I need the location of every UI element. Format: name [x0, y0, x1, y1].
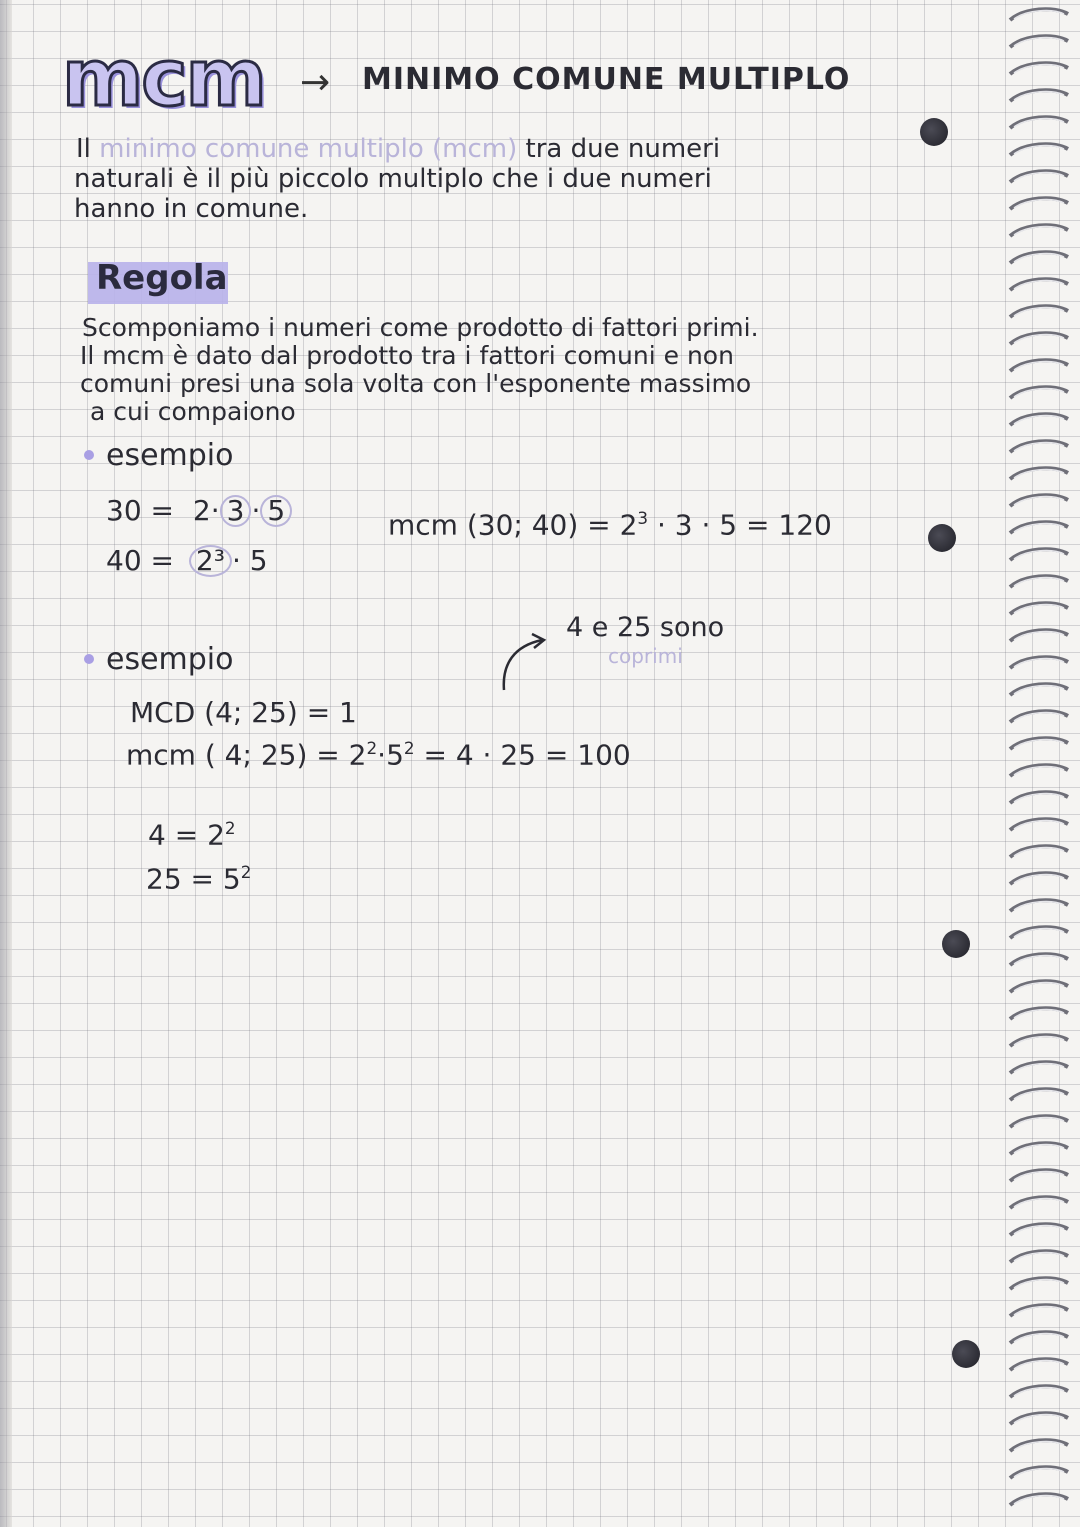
power-base: 2 — [619, 508, 638, 542]
factor: 5 — [249, 544, 268, 577]
mcm-lhs: mcm ( 4; 25) = — [126, 738, 340, 772]
dot: · — [377, 738, 387, 772]
factor-line-25 — [146, 862, 251, 895]
power-base: 2 — [348, 738, 367, 772]
mcd-line: MCD (4; 25) = 1 — [130, 696, 357, 729]
example-label: esempio — [106, 438, 234, 473]
power-exponent: 2 — [224, 818, 236, 838]
curved-arrow-icon — [494, 628, 554, 694]
definition-line-3: hanno in comune. — [74, 194, 309, 224]
definition-end: tra due numeri — [525, 134, 721, 164]
rule-line-4: a cui compaiono — [90, 397, 296, 426]
bullet-icon — [84, 654, 94, 664]
circled-factor: 3 — [220, 495, 252, 527]
definition-faint: minimo comune multiplo (mcm) — [99, 134, 518, 164]
mcm-result-2 — [126, 738, 631, 771]
power-exponent: 2 — [403, 738, 415, 758]
rule-heading: Regola — [96, 258, 228, 298]
factor-line-4 — [148, 818, 236, 851]
punch-hole — [928, 524, 956, 552]
coprime-note-faint: coprimi — [608, 644, 683, 668]
power-base: 2 — [207, 818, 225, 852]
power-exponent: 2 — [240, 862, 252, 882]
definition-start: Il — [76, 134, 91, 164]
factor: 2 — [192, 494, 211, 527]
mcm-result-1 — [388, 508, 832, 541]
arrow-icon: → — [300, 62, 331, 103]
factorization-30: 30 = 2· 3 · 5 — [106, 494, 292, 527]
mcm-rhs: = 4 · 25 = 100 — [423, 738, 631, 772]
power-base: 5 — [386, 738, 404, 772]
example-label: esempio — [106, 642, 234, 677]
factorization-lhs: 40 = — [106, 544, 174, 577]
title-abbreviation: mcm — [62, 34, 265, 124]
factorization-lhs: 4 = — [148, 818, 199, 852]
circled-factor: 2³ — [189, 545, 232, 577]
page-edge — [0, 0, 12, 1527]
factorization-lhs: 30 = — [106, 494, 174, 527]
definition-line-1 — [76, 134, 720, 164]
mcm-rhs: · 3 · 5 = 120 — [656, 508, 832, 542]
rule-line-2: Il mcm è dato dal prodotto tra i fattori comuni e non — [80, 341, 734, 370]
definition-line-2: naturali è il più piccolo multiplo che i due numeri — [74, 164, 712, 194]
bullet-icon — [84, 450, 94, 460]
punch-hole — [952, 1340, 980, 1368]
title-full: MINIMO COMUNE MULTIPLO — [362, 62, 851, 97]
power-exponent: 2 — [366, 738, 378, 758]
power-exponent: 3 — [637, 508, 649, 528]
factorization-lhs: 25 = — [146, 862, 214, 896]
mcm-lhs: mcm (30; 40) = — [388, 508, 611, 542]
punch-hole — [920, 118, 948, 146]
spiral-binding — [1004, 0, 1074, 1527]
rule-line-3: comuni presi una sola volta con l'esponente massimo — [80, 369, 752, 398]
power-base: 5 — [222, 862, 241, 896]
punch-hole — [942, 930, 970, 958]
rule-line-1: Scomponiamo i numeri come prodotto di fattori primi. — [82, 313, 759, 342]
circled-factor: 5 — [260, 495, 292, 527]
coprime-note: 4 e 25 sono — [566, 612, 725, 643]
factorization-40: 40 = 2³ · 5 — [106, 544, 268, 577]
